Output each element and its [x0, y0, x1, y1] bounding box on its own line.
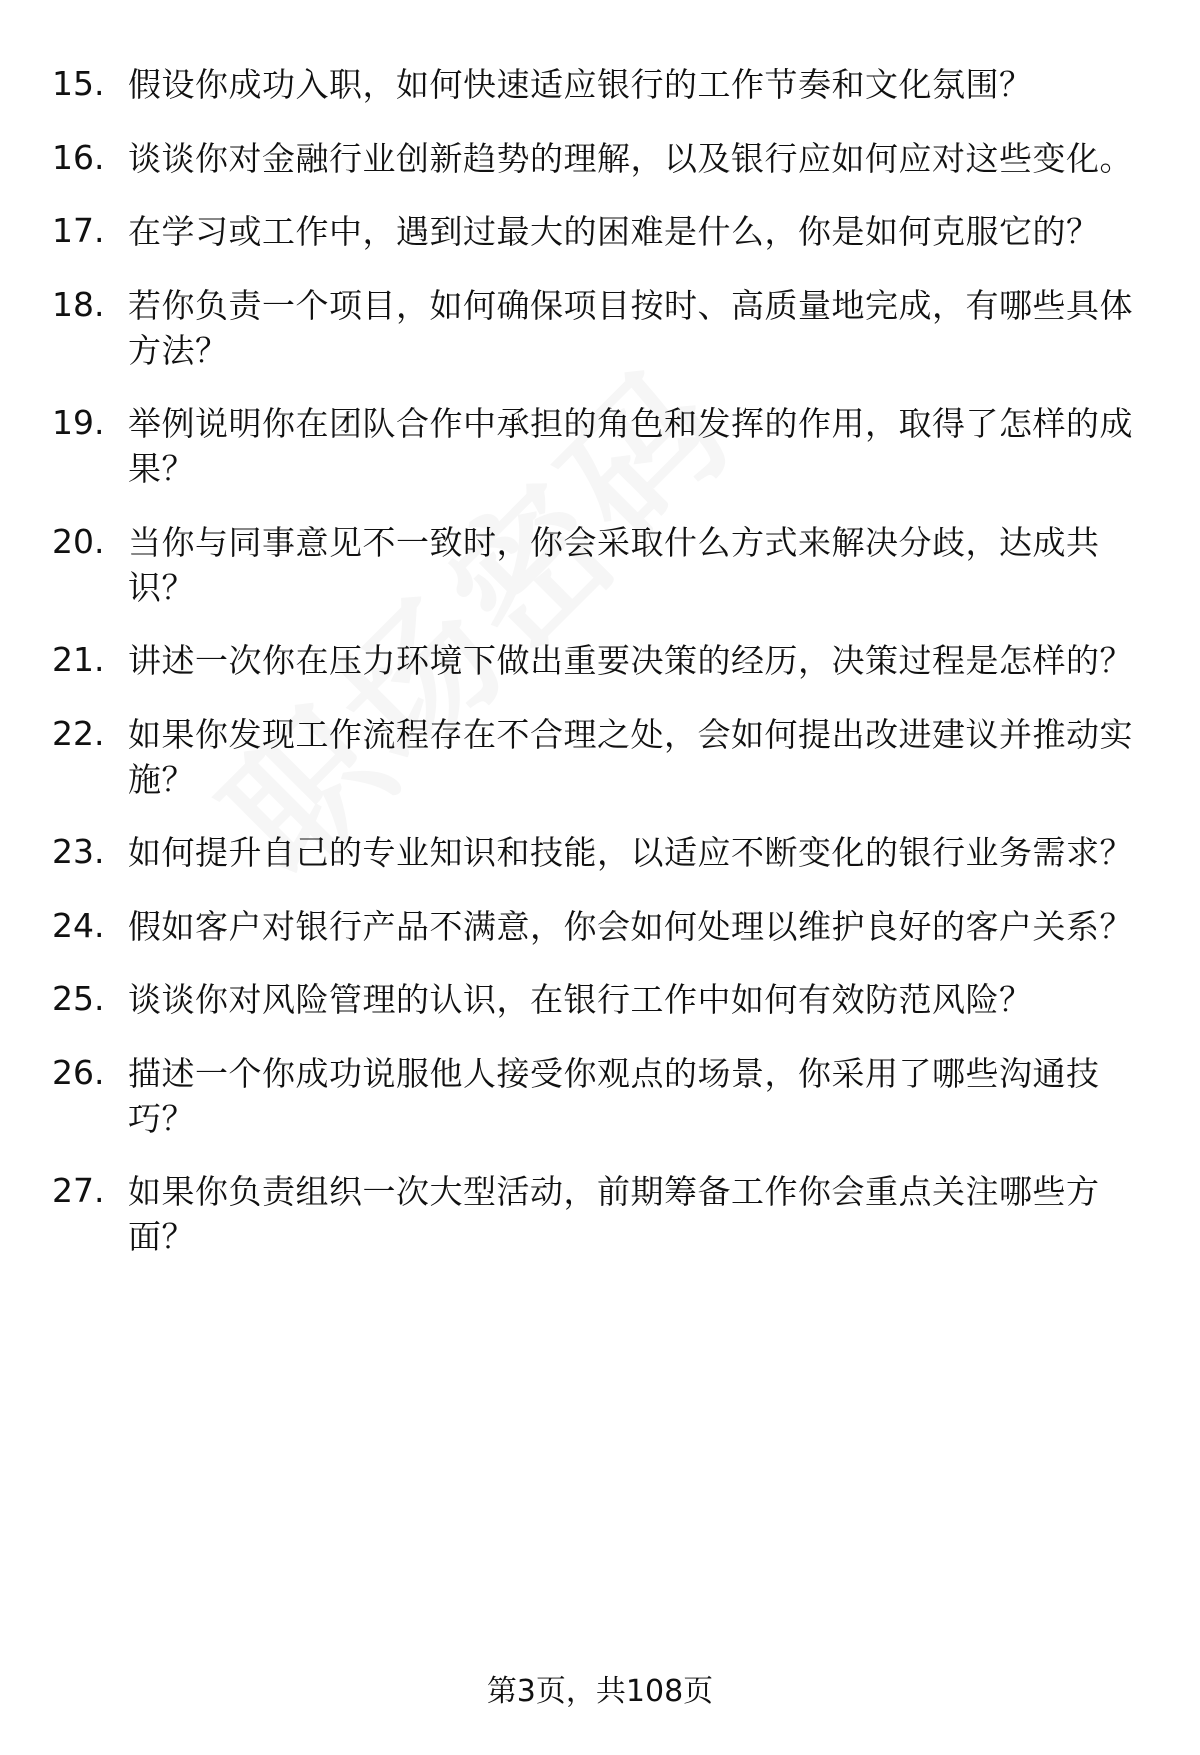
question-text: 若你负责一个项目，如何确保项目按时、高质量地完成，有哪些具体方法？	[128, 285, 1133, 370]
question-text: 在学习或工作中，遇到过最大的困难是什么，你是如何克服它的？	[128, 212, 1100, 251]
question-item	[52, 712, 1152, 802]
question-text: 描述一个你成功说服他人接受你观点的场景，你采用了哪些沟通技巧？	[128, 1053, 1100, 1138]
question-item	[52, 283, 1152, 373]
question-text: 举例说明你在团队合作中承担的角色和发挥的作用，取得了怎样的成果？	[128, 404, 1133, 488]
question-number: 24.	[52, 905, 105, 945]
question-item	[52, 401, 1152, 491]
question-number: 18.	[52, 284, 105, 324]
question-text: 讲述一次你在压力环境下做出重要决策的经历，决策过程是怎样的？	[128, 641, 1133, 680]
question-number: 23.	[52, 832, 105, 871]
question-text: 如果你负责组织一次大型活动，前期筹备工作你会重点关注哪些方面？	[128, 1172, 1100, 1256]
question-number: 22.	[52, 713, 105, 753]
question-item	[52, 904, 1152, 949]
question-number: 17.	[52, 211, 105, 250]
question-number: 21.	[52, 640, 105, 679]
question-number: 16.	[52, 137, 105, 177]
question-text: 假设你成功入职，如何快速适应银行的工作节奏和文化氛围？	[128, 65, 1033, 104]
question-text: 谈谈你对风险管理的认识，在银行工作中如何有效防范风险？	[128, 980, 1033, 1019]
page-number-label: 第3页，共108页	[486, 1674, 714, 1709]
question-item	[52, 638, 1152, 683]
question-list	[52, 62, 1152, 1288]
question-item	[52, 830, 1152, 875]
question-number: 15.	[52, 64, 105, 103]
question-number: 20.	[52, 521, 105, 561]
question-text: 当你与同事意见不一致时，你会采取什么方式来解决分歧，达成共识？	[128, 522, 1100, 607]
question-item	[52, 136, 1152, 181]
question-text: 假如客户对银行产品不满意，你会如何处理以维护良好的客户关系？	[128, 906, 1133, 946]
question-text: 谈谈你对金融行业创新趋势的理解，以及银行应如何应对这些变化。	[128, 138, 1133, 178]
question-item	[52, 520, 1152, 610]
question-item	[52, 977, 1152, 1022]
question-text: 如何提升自己的专业知识和技能，以适应不断变化的银行业务需求？	[128, 833, 1133, 872]
question-item	[52, 62, 1152, 107]
question-item	[52, 1169, 1152, 1259]
page-footer	[0, 1672, 1200, 1712]
question-number: 25.	[52, 979, 105, 1018]
question-item	[52, 209, 1152, 254]
question-number: 26.	[52, 1052, 105, 1092]
question-item	[52, 1051, 1152, 1141]
question-number: 27.	[52, 1171, 105, 1210]
question-number: 19.	[52, 403, 105, 442]
question-text: 如果你发现工作流程存在不合理之处，会如何提出改进建议并推动实施？	[128, 714, 1133, 799]
